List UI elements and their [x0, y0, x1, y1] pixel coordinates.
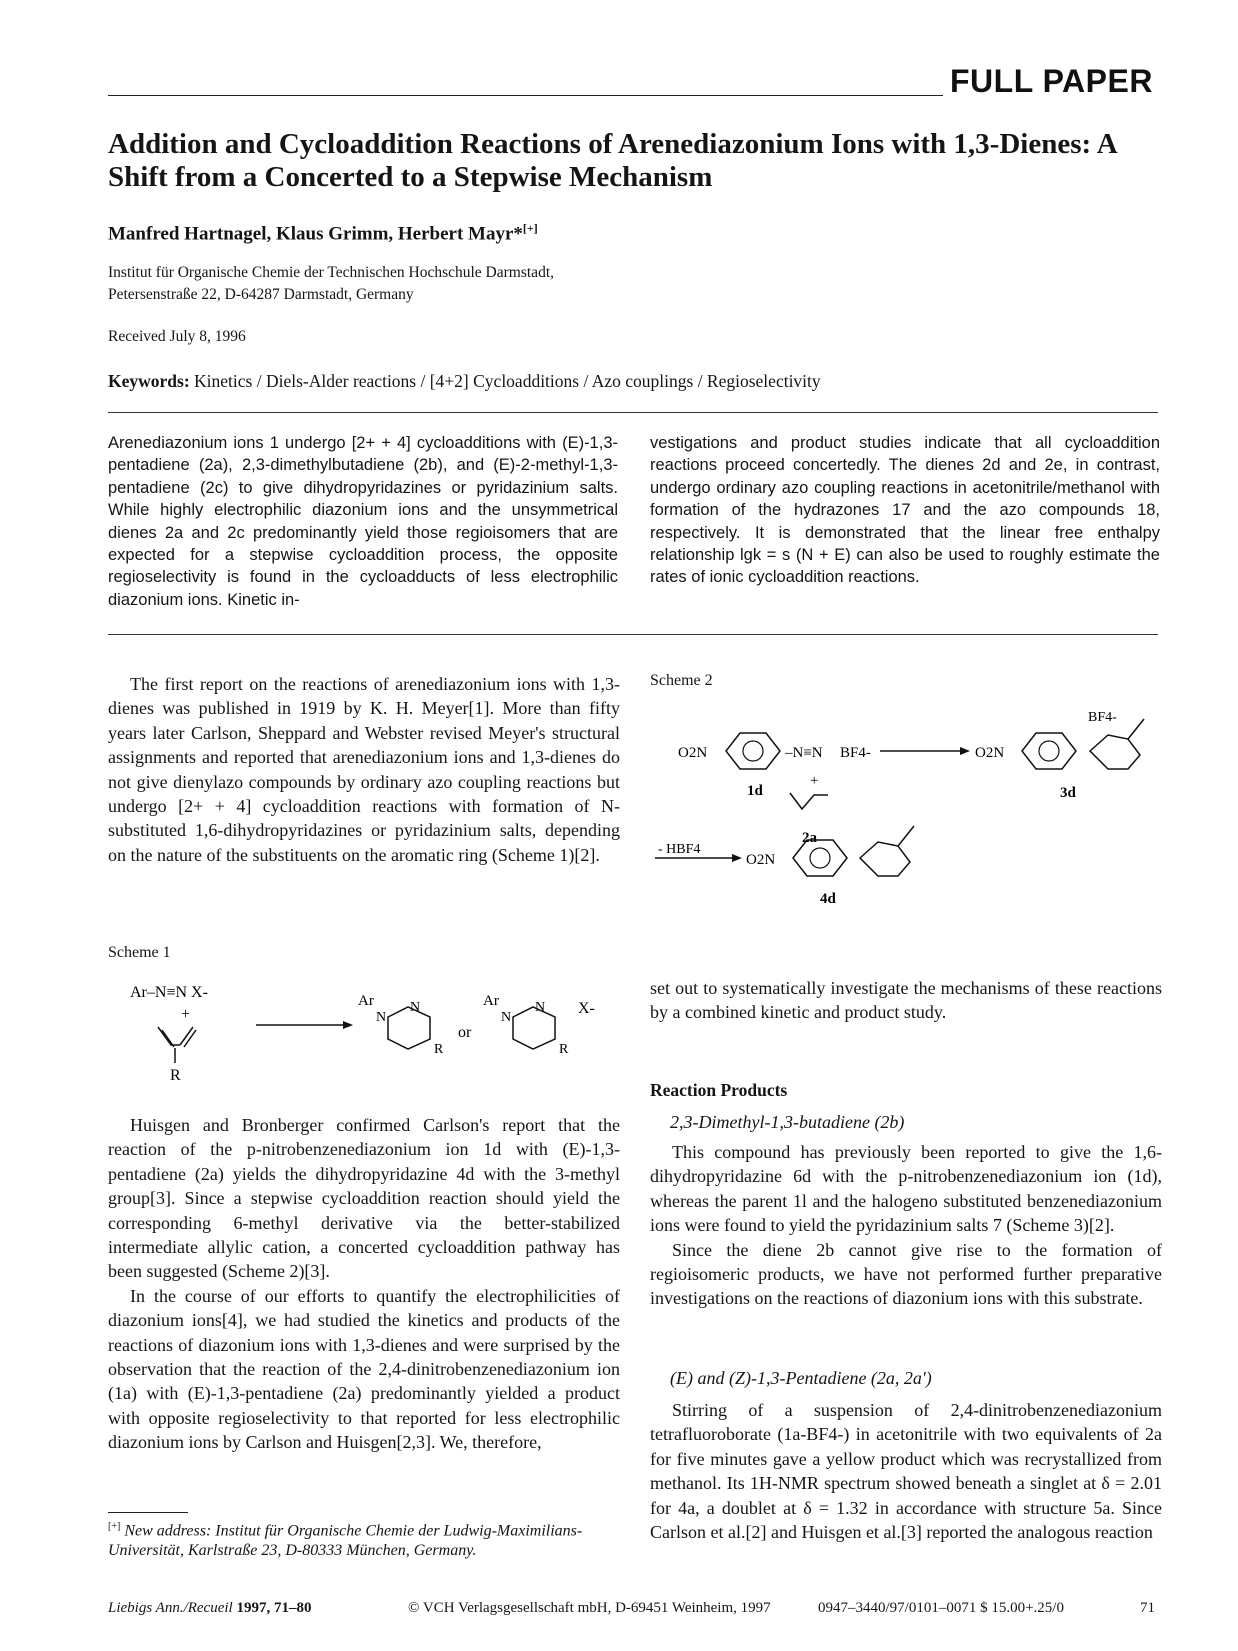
footnote-mark: [+]: [108, 1521, 121, 1532]
footnote: [108, 1517, 620, 1561]
scheme1-diene: [158, 1027, 180, 1045]
left-para-2: [108, 1113, 620, 1455]
subheading-2b: 2,3-Dimethyl-1,3-butadiene (2b): [670, 1112, 905, 1132]
scheme-2-label: Scheme 2: [650, 672, 713, 689]
scheme1-ring-1: [388, 1007, 430, 1049]
scheme1-ar-2: Ar: [483, 993, 499, 1009]
scheme2-benzene-2: [1022, 733, 1076, 769]
scheme1-or: or: [458, 1024, 472, 1041]
scheme1-r: R: [170, 1067, 181, 1084]
scheme1-diene-double: [162, 1030, 174, 1047]
scheme2-ring-4d: [860, 842, 910, 876]
scheme1-plus: +: [181, 1006, 191, 1023]
scheme-1-label: Scheme 1: [108, 944, 171, 961]
label-1d: 1d: [747, 783, 763, 799]
scheme2-o2n-1: O2N: [678, 745, 708, 761]
abstract-col-1: Arenediazonium ions 1 undergo [2+ + 4] cycloadditions with (E)-1,3-pentadiene (2a), 2,3-dimethylbutadiene (2b), and (E)-2-methyl-1,3-pentadiene (2c) to give dihydropyridazines or pyridazinium salts. While highly electrophilic diazonium ions and the unsymmetrical dienes 2a and 2c predominantly yield those regioisomers that are expected for a stepwise cycloaddition process, the opposite regioselectivity is found in the cycloadducts of less electrophilic diazonium ions. Kinetic in-: [108, 434, 618, 609]
scheme1-n3: N: [501, 1010, 512, 1025]
efforts-paragraph: In the course of our efforts to quantify the electrophilicities of diazonium ions[4], we had studied the kinetics and products of the reactions of diazonium ions with 1,3-dienes and were surprised by the observation that the reaction of the 2,4-dinitrobenzenediazonium ion (1a) with (E)-1,3-pentadiene (2a) predominantly yielded a product with opposite regioselectivity to that reported for less electrophilic diazonium ions by Carlson and Huisgen[2,3]. We, therefore,: [108, 1285, 620, 1453]
diene-paragraph: Since the diene 2b cannot give rise to the formation of regioisomeric products, we have not performed further preparative investigations on the reactions of diazonium ions with this substrate.: [650, 1239, 1162, 1309]
footer-journal: [108, 1600, 311, 1617]
page-number: 71: [1140, 1600, 1155, 1616]
right-para-2: [650, 1140, 1162, 1311]
received-date: Received July 8, 1996: [108, 328, 246, 345]
section-heading: Reaction Products: [650, 1080, 788, 1100]
author-mark: [+]: [522, 221, 538, 235]
intro-paragraph: The first report on the reactions of arenediazonium ions with 1,3-dienes was published in 1919 by K. H. Meyer[1]. More than fifty years later Carlson, Sheppard and Webster revised Meyer's structural assignments and reported that arenediazonium ions and 1,3-dienes do not give dienylazo compounds by ordinary azo coupling reactions but undergo [2+ + 4] cycloaddition reactions with formation of N-substituted 1,6-dihydropyridazines or pyridazinium salts, depending on the nature of the substituents on the aromatic ring (Scheme 1)[2].: [108, 674, 620, 865]
scheme2-benzene-2-ring: [1039, 741, 1059, 761]
scheme2-pentadiene: [790, 793, 828, 809]
scheme2-methyl-3d: [1128, 719, 1144, 739]
scheme2-o2n-2: O2N: [975, 745, 1005, 761]
journal-name: Liebigs Ann./Recueil: [108, 1600, 233, 1616]
scheme2-benzene-1: [726, 733, 780, 769]
scheme1-n1: N: [376, 1010, 387, 1025]
abstract-top-rule: [108, 412, 1158, 413]
footnote-rule: [108, 1512, 188, 1513]
author-names: Manfred Hartnagel, Klaus Grimm, Herbert Mayr*: [108, 223, 523, 245]
right-para-1: [650, 976, 1162, 1025]
scheme2-benzene-1-ring: [743, 741, 763, 761]
label-3d: 3d: [1060, 785, 1076, 801]
institution: [108, 262, 554, 306]
scheme1-ring-2: [513, 1007, 555, 1049]
article-title: Addition and Cycloaddition Reactions of Arenediazonium Ions with 1,3-Dienes: A Shift from a Concerted to a Stepwise Mechanism: [108, 128, 1117, 193]
abstract-col-2: vestigations and product studies indicate that all cycloaddition reactions proceed concertedly. The dienes 2d and 2e, in contrast, undergo ordinary azo coupling reactions in acetonitrile/methanol with formation of the hydrazones 17 and the azo compounds 18, respectively. It is demonstrated that the linear free enthalpy relationship lgk = s (N + E) can also be used to roughly estimate the rates of ionic cycloaddition reactions.: [650, 434, 1160, 587]
scheme2-bf4-1: BF4-: [840, 745, 871, 761]
footnote-text: New address: Institut für Organische Chemie der Ludwig-Maximilians-Universität, Karlstraße 23, D-80333 München, Germany.: [108, 1522, 583, 1560]
left-para-1: [108, 672, 620, 867]
scheme2-o2n-3: O2N: [746, 852, 776, 868]
huisgen-paragraph: Huisgen and Bronberger confirmed Carlson's report that the reaction of the p-nitrobenzenediazonium ion 1d with (E)-1,3-pentadiene (2a) yields the dihydropyridazine 4d with the 3-methyl group[3]. Since a stepwise cycloaddition reaction should yield the corresponding 6-methyl derivative via the better-stabilized intermediate allylic cation, a concerted cycloaddition pathway has been suggested (Scheme 2)[3].: [108, 1115, 620, 1282]
scheme2-plus: +: [810, 773, 819, 789]
stirring-paragraph: Stirring of a suspension of 2,4-dinitrobenzenediazonium tetrafluoroborate (1a-BF4-) in acetonitrile with two equivalents of 2a for five minutes gave a yellow product which was recrystallized from methanol. Its 1H-NMR spectrum showed beneath a singlet at δ = 2.01 for 4a, a doublet at δ = 1.32 in accordance with structure 5a. Since Carlson et al.[2] and Huisgen et al.[3] reported the analogous reaction: [650, 1400, 1162, 1543]
scheme2-hbf4: - HBF4: [658, 842, 701, 857]
label-2a: 2a: [802, 830, 817, 846]
label-4d: 4d: [820, 891, 836, 907]
section-label: FULL PAPER: [950, 63, 1153, 99]
scheme1-diene-c: [184, 1030, 196, 1047]
scheme2-diazonium: –N≡N: [785, 745, 823, 761]
scheme1-anion: X-: [578, 1000, 595, 1017]
scheme1-r-3: R: [559, 1042, 569, 1057]
scheme2-arrowhead-1: [960, 747, 970, 755]
institution-line-1: Institut für Organische Chemie der Technischen Hochschule Darmstadt,: [108, 264, 554, 281]
scheme1-r-2: R: [434, 1042, 444, 1057]
authors: [108, 221, 538, 245]
subheading-2a: (E) and (Z)-1,3-Pentadiene (2a, 2a'): [670, 1368, 932, 1388]
compound-paragraph: This compound has previously been reported to give the 1,6-dihydropyridazine 6d with the p-nitrobenzenediazonium ion (1d), whereas the parent 1l and the halogeno substituted benzenediazonium ions were found to yield the pyridazinium salts 7 (Scheme 3)[2].: [650, 1142, 1162, 1236]
scheme1-n2: N: [410, 1000, 421, 1015]
setout-paragraph: set out to systematically investigate the mechanisms of these reactions by a combined kinetic and product study.: [650, 978, 1162, 1023]
scheme2-arrowhead-2: [732, 854, 742, 862]
keywords: [108, 371, 821, 392]
keywords-text: Kinetics / Diels-Alder reactions / [4+2] Cycloadditions / Azo couplings / Regioselectivity: [194, 371, 821, 391]
scheme1-reactant: Ar–N≡N X-: [130, 984, 208, 1001]
header-rule: [108, 95, 943, 96]
scheme2-methyl-4d: [898, 826, 914, 846]
keywords-label: Keywords:: [108, 371, 190, 391]
year-pages: 1997, 71–80: [236, 1600, 312, 1616]
scheme1-ar-1: Ar: [358, 993, 374, 1009]
footer-issn: 0947–3440/97/0101–0071 $ 15.00+.25/0: [818, 1600, 1064, 1616]
scheme1-n4: N: [535, 1000, 546, 1015]
scheme-1-diagram: [108, 975, 620, 1090]
abstract-bottom-rule: [108, 634, 1158, 635]
institution-line-2: Petersenstraße 22, D-64287 Darmstadt, Germany: [108, 286, 414, 303]
scheme2-benzene-3-ring: [810, 848, 830, 868]
scheme2-bf4-2: BF4-: [1088, 710, 1117, 725]
right-para-3: [650, 1398, 1162, 1544]
scheme2-ring-3d: [1090, 735, 1140, 769]
footer-publisher: © VCH Verlagsgesellschaft mbH, D-69451 Weinheim, 1997: [408, 1600, 771, 1616]
scheme-2-diagram: [650, 695, 1160, 975]
scheme1-arrowhead: [343, 1021, 353, 1029]
